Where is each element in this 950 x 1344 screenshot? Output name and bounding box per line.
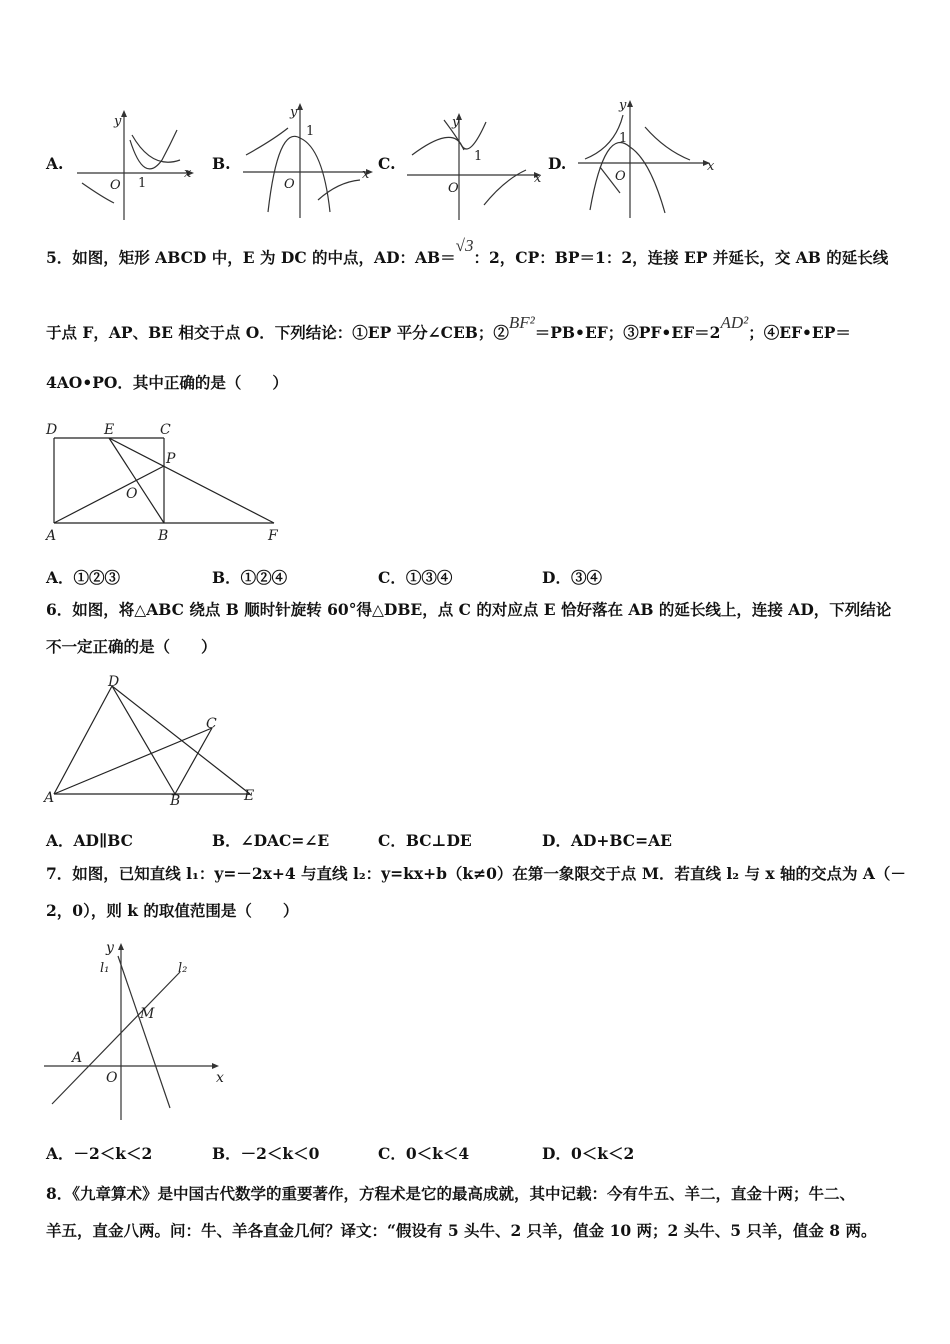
q6-label-a: A: [44, 790, 55, 806]
q5-figure: [42, 420, 292, 548]
q7-option-a[interactable]: A．－2＜k＜2: [46, 1144, 153, 1163]
q7-line2: 2，0），则 k 的取值范围是（ ）: [46, 901, 299, 920]
q5-label-c: C: [160, 422, 171, 438]
q6-line1: 6．如图，将△ABC 绕点 B 顺时针旋转 60°得△DBE，点 C 的对应点 E 恰好落在 AB 的延长线上，连接 AD，下列结论: [46, 600, 892, 619]
q5-line2-pre: 于点 F，AP、BE 相交于点 O．下列结论：①EP 平分∠CEB；②: [46, 323, 509, 342]
q4d-y-label: y: [619, 98, 627, 113]
q4a-one-label: 1: [138, 176, 147, 191]
q5-line3: 4AO•PO．其中正确的是（ ）: [46, 373, 288, 392]
q5-line2: [46, 313, 851, 343]
q7-label-o: O: [106, 1070, 118, 1086]
q4c-one-label: 1: [474, 149, 483, 164]
q7-line1: 7．如图，已知直线 l₁：y=－2x+4 与直线 l₂：y=kx+b（k≠0）在第一象限交于点 M．若直线 l₂ 与 x 轴的交点为 A（－: [46, 864, 906, 883]
q6-label-b: B: [170, 793, 181, 809]
q6-line2: 不一定正确的是（ ）: [46, 637, 217, 656]
q5-line2-mid: ＝PB•EF；③PF•EF＝2: [534, 323, 721, 342]
q7-label-l2: l₂: [178, 961, 188, 976]
q5-option-d[interactable]: D．③④: [542, 568, 602, 587]
q4c-origin-label: O: [448, 181, 459, 196]
q5-sqrt3: √3: [455, 236, 474, 255]
q7-label-m: M: [140, 1006, 155, 1022]
q5-option-b[interactable]: B．①②④: [212, 568, 288, 587]
q7-label-a: A: [72, 1050, 83, 1066]
q4a-y-label: y: [114, 114, 122, 129]
q4-graph-c: [404, 110, 554, 222]
q6-option-c[interactable]: C．BC⊥DE: [378, 831, 472, 850]
q7-option-c[interactable]: C．0＜k＜4: [378, 1144, 470, 1163]
q4-option-b-label: B.: [212, 154, 231, 173]
q6-option-b[interactable]: B．∠DAC=∠E: [212, 831, 330, 850]
q7-label-l1: l₁: [100, 961, 110, 976]
q5-label-a: A: [46, 528, 57, 544]
q7-figure: [40, 936, 235, 1122]
q6-option-a[interactable]: A．AD∥BC: [46, 831, 133, 850]
q4b-origin-label: O: [284, 177, 295, 192]
q4a-origin-label: O: [110, 178, 121, 193]
q6-figure: [42, 672, 267, 812]
q5-label-f: F: [268, 528, 278, 544]
q5-label-e: E: [104, 422, 115, 438]
q4c-x-label: x: [534, 171, 542, 186]
q4-graph-d: [575, 95, 725, 220]
q7-label-y: y: [106, 940, 114, 956]
q5-line1: [46, 236, 889, 268]
q8-line1: 8．《九章算术》是中国古代数学的重要著作，方程术是它的最高成就，其中记载：今有牛五、羊二，直金十两；牛二、: [46, 1184, 856, 1203]
q5-option-c[interactable]: C．①③④: [378, 568, 453, 587]
q4b-x-label: x: [362, 167, 370, 182]
q6-label-e: E: [244, 788, 255, 804]
q5-label-o: O: [126, 486, 138, 502]
q4-graph-b: [238, 100, 378, 220]
q4a-x-label: x: [184, 166, 192, 181]
q5-label-p: P: [166, 451, 176, 467]
q4-option-a-label: A.: [46, 154, 64, 173]
q5-ad-squared: AD²: [720, 313, 749, 332]
q7-option-b[interactable]: B．－2＜k＜0: [212, 1144, 320, 1163]
q6-label-d: D: [108, 674, 120, 690]
q7-option-d[interactable]: D．0＜k＜2: [542, 1144, 635, 1163]
q4c-y-label: y: [452, 115, 460, 130]
q6-option-d[interactable]: D．AD+BC=AE: [542, 831, 672, 850]
q5-line1-pre: 5．如图，矩形 ABCD 中，E 为 DC 的中点，AD：AB＝: [46, 248, 456, 267]
q5-bf-squared: BF²: [508, 313, 535, 332]
q6-label-c: C: [206, 716, 217, 732]
q5-label-b: B: [158, 528, 169, 544]
q4-option-c-label: C.: [378, 154, 396, 173]
q7-label-x: x: [216, 1070, 224, 1086]
q5-label-d: D: [46, 422, 58, 438]
q4d-one-label: 1: [619, 131, 628, 146]
q4-option-d-label: D.: [548, 154, 567, 173]
q5-option-a[interactable]: A．①②③: [46, 568, 121, 587]
q4b-one-label: 1: [306, 124, 315, 139]
q5-line2-post: ；④EF•EP＝: [748, 323, 851, 342]
q5-line1-post: ：2，CP：BP＝1：2，连接 EP 并延长，交 AB 的延长线: [473, 248, 889, 267]
q4-graph-a: [72, 105, 197, 223]
q8-line2: 羊五，直金八两。问：牛、羊各直金几何？译文：“假设有 5 头牛、2 只羊，值金 10 两；2 头牛、5 只羊，值金 8 两。: [46, 1221, 877, 1240]
q4b-y-label: y: [290, 105, 298, 120]
q4d-x-label: x: [707, 159, 715, 174]
q4d-origin-label: O: [615, 169, 626, 184]
